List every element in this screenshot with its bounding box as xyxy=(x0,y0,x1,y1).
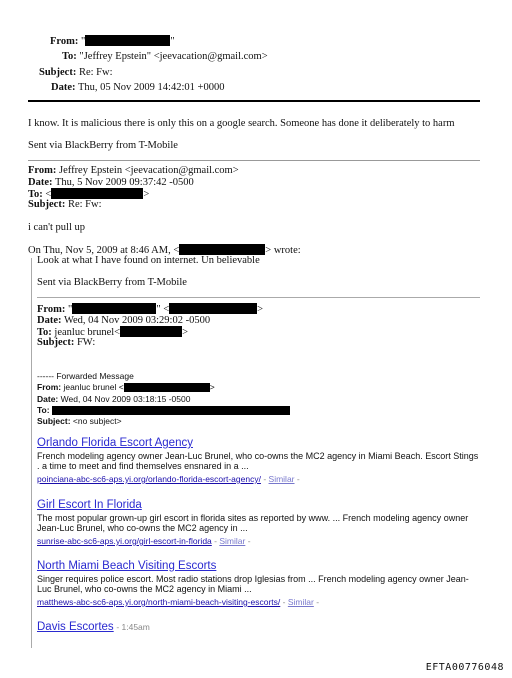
msg3-subject-label: Subject: xyxy=(37,337,75,348)
forwarded-banner: ------ Forwarded Message xyxy=(37,371,134,381)
msg2-subject-row xyxy=(28,199,102,210)
msg3-to-value: jeanluc brunel< xyxy=(54,327,121,338)
forwarded-date-value: Wed, 04 Nov 2009 03:18:15 -0500 xyxy=(60,394,191,404)
msg2-to-open: < xyxy=(45,189,52,200)
search-result xyxy=(37,499,142,511)
msg2-from-label: From: xyxy=(28,165,57,176)
reply-divider xyxy=(28,160,480,161)
forwarded-to-row xyxy=(37,405,290,415)
header-to-value: "Jeffrey Epstein" <jeevacation@gmail.com> xyxy=(79,51,268,62)
msg3-from-close: > xyxy=(257,304,264,315)
result-title-link[interactable]: Girl Escort In Florida xyxy=(37,499,142,511)
header-from-close: " xyxy=(170,36,175,47)
forwarded-subject-value: <no subject> xyxy=(72,416,122,426)
redaction-bar xyxy=(179,244,265,255)
similar-link[interactable]: Similar xyxy=(287,597,314,607)
msg2-to-close: > xyxy=(143,189,150,200)
search-result xyxy=(37,437,193,449)
result-url-row: matthews-abc-sc6-aps.yi.org/north-miami-beach-visiting-escorts/ - Similar - xyxy=(37,597,320,607)
result-url-link[interactable]: matthews-abc-sc6-aps.yi.org/north-miami-beach-visiting-escorts/ xyxy=(37,597,281,607)
result-title-link[interactable]: North Miami Beach Visiting Escorts xyxy=(37,560,217,572)
result-snippet: French modeling agency owner Jean-Luc Brunel, who co-owns the MC2 agency in Miami Beach. Escort Stings . a time to meet and find themselves ensnared in a ... xyxy=(37,451,479,471)
msg3-from-row xyxy=(37,303,263,315)
redaction-bar xyxy=(120,326,182,337)
msg3-date-row xyxy=(37,315,210,326)
quote-signature: Sent via BlackBerry from T-Mobile xyxy=(37,277,187,288)
forwarded-from-label: From: xyxy=(37,382,62,392)
redaction-bar xyxy=(51,188,143,199)
document-id: EFTA00776048 xyxy=(425,662,504,673)
forwarded-subject-label: Subject: xyxy=(37,416,71,426)
search-result xyxy=(37,560,216,572)
result-url-link[interactable]: sunrise-abc-sc6-aps.yi.org/girl-escort-in-florida xyxy=(37,536,212,546)
redaction-bar xyxy=(52,406,290,415)
quote-divider xyxy=(37,297,480,298)
header-divider xyxy=(28,100,480,102)
header-subject-row xyxy=(39,67,113,78)
forwarded-from-row xyxy=(37,382,215,392)
forwarded-from-close: > xyxy=(209,382,215,392)
result-url-row: sunrise-abc-sc6-aps.yi.org/girl-escort-in-florida - Similar - xyxy=(37,536,251,546)
msg3-from-label: From: xyxy=(37,304,66,315)
similar-link[interactable]: Similar xyxy=(268,474,295,484)
msg2-body: i can't pull up xyxy=(28,222,86,233)
msg3-subject-value: FW: xyxy=(76,337,96,348)
header-date-row xyxy=(51,82,224,93)
forwarded-date-label: Date: xyxy=(37,394,59,404)
header-subject-label: Subject: xyxy=(39,67,77,78)
msg2-subject-value: Re: Fw: xyxy=(67,199,102,210)
result-title-link[interactable]: Orlando Florida Escort Agency xyxy=(37,437,193,449)
header-from-row xyxy=(50,35,175,47)
msg3-from-open: " xyxy=(68,304,73,315)
msg2-subject-label: Subject: xyxy=(28,199,66,210)
reply1-signature: Sent via BlackBerry from T-Mobile xyxy=(28,140,178,151)
forwarded-date-row xyxy=(37,394,190,404)
similar-link[interactable]: Similar xyxy=(219,536,246,546)
header-subject-value: Re: Fw: xyxy=(78,67,113,78)
header-from-open: " xyxy=(81,36,86,47)
result-title-link[interactable]: Davis Escortes xyxy=(37,621,114,633)
msg2-date-row xyxy=(28,177,194,188)
msg2-date-value: Thu, 5 Nov 2009 09:37:42 -0500 xyxy=(54,177,194,188)
msg2-to-label: To: xyxy=(28,189,43,200)
header-to-label: To: xyxy=(62,51,77,62)
result-snippet: Singer requires police escort. Most radio stations drop Iglesias from ... French modeling agency owner Jean-Luc Brunel, who co-owns the MC2 agency in Miami ... xyxy=(37,574,469,594)
header-to-row xyxy=(62,51,268,62)
msg2-wrote-prefix: On Thu, Nov 5, 2009 at 8:46 AM, < xyxy=(28,245,180,256)
msg2-date-label: Date: xyxy=(28,177,53,188)
msg3-date-label: Date: xyxy=(37,315,62,326)
msg3-from-mid: " < xyxy=(156,304,170,315)
msg3-subject-row xyxy=(37,337,95,348)
msg2-from-row xyxy=(28,165,239,176)
result-url-link[interactable]: poinciana-abc-sc6-aps.yi.org/orlando-florida-escort-agency/ xyxy=(37,474,261,484)
header-date-value: Thu, 05 Nov 2009 14:42:01 +0000 xyxy=(77,82,225,93)
redaction-bar xyxy=(124,383,210,392)
header-from-label: From: xyxy=(50,36,79,47)
msg2-wrote-suffix: > wrote: xyxy=(265,245,301,256)
result-url-row: poinciana-abc-sc6-aps.yi.org/orlando-florida-escort-agency/ - Similar - xyxy=(37,474,300,484)
result-time: - 1:45am xyxy=(116,622,150,632)
search-result xyxy=(37,621,150,633)
msg2-from-value: Jeffrey Epstein <jeevacation@gmail.com> xyxy=(59,165,239,176)
redaction-bar xyxy=(72,303,156,314)
reply1-body: I know. It is malicious there is only this on a google search. Someone has done it deliberately to harm xyxy=(28,118,455,129)
quote-body: Look at what I have found on internet. Un believable xyxy=(37,255,260,266)
forwarded-to-label: To: xyxy=(37,405,50,415)
msg3-to-close: > xyxy=(182,327,189,338)
result-snippet: The most popular grown-up girl escort in florida sites as reported by www. ... French modeling agency owner Jean-Luc Brunel, who co-owns the MC2 agency in ... xyxy=(37,513,469,533)
redaction-bar xyxy=(85,35,170,46)
quote-bar xyxy=(31,258,32,648)
msg3-to-label: To: xyxy=(37,327,52,338)
msg3-date-value: Wed, 04 Nov 2009 03:29:02 -0500 xyxy=(63,315,211,326)
forwarded-from-value: jeanluc brunel < xyxy=(63,382,124,392)
header-date-label: Date: xyxy=(51,82,76,93)
forwarded-subject-row xyxy=(37,416,122,426)
redaction-bar xyxy=(169,303,257,314)
